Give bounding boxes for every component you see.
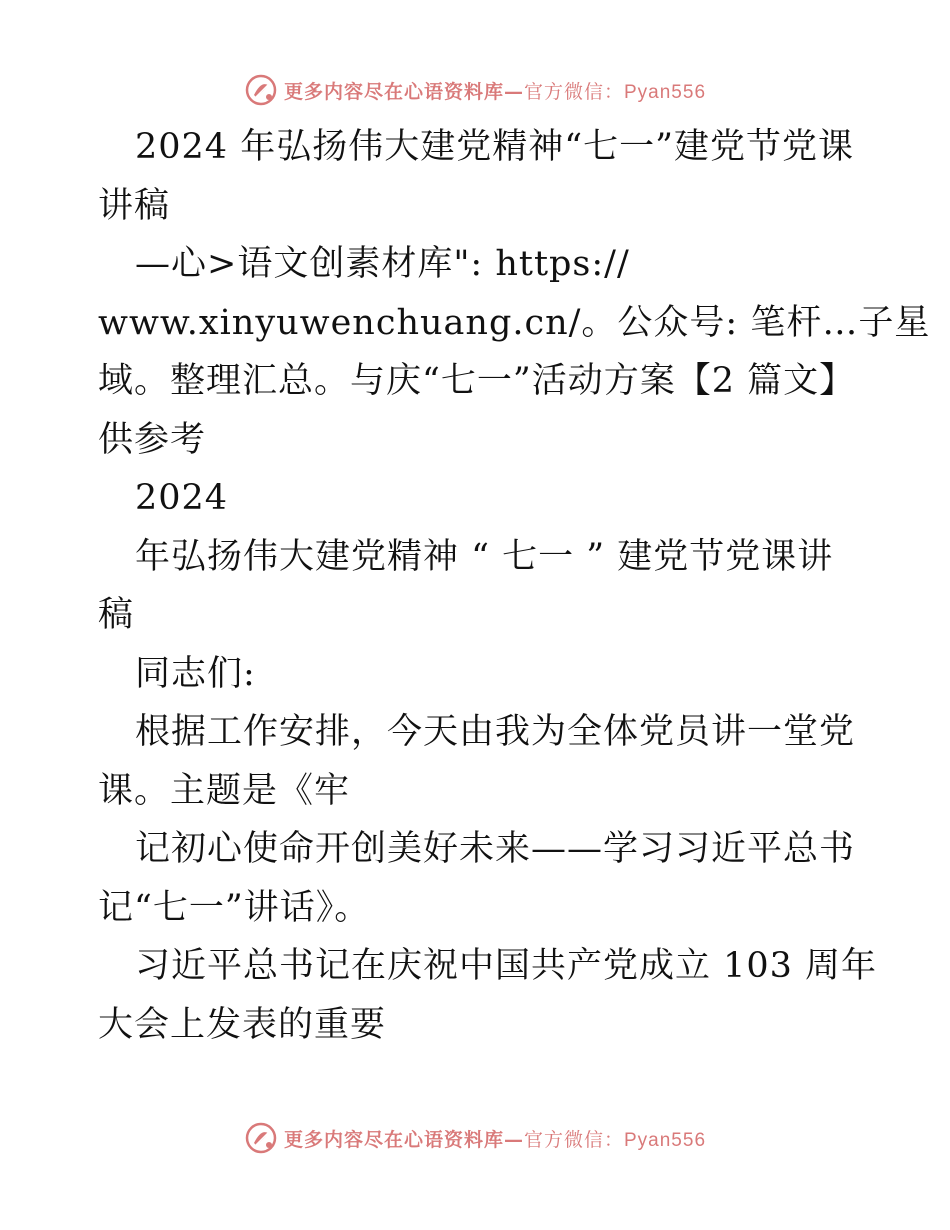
document-body — [98, 118, 931, 1054]
watermark-text — [284, 1125, 706, 1152]
footer-watermark-inner — [244, 1121, 706, 1155]
document-line: 稿 — [98, 595, 135, 635]
watermark-wechat: 官方微信：Pyan556 — [524, 81, 707, 103]
watermark-separator: — — [504, 80, 524, 103]
watermark-separator: — — [504, 1128, 524, 1151]
document-line: 2024 — [135, 478, 229, 518]
watermark-wechat: 官方微信：Pyan556 — [524, 1129, 707, 1151]
header-watermark-banner — [0, 70, 950, 110]
document-line: 供参考 — [98, 419, 207, 460]
document-line: 域。整理汇总。与庆“七一”活动方案【2 篇文】 — [98, 361, 856, 401]
footer-watermark-banner — [0, 1118, 950, 1158]
watermark-brand: 更多内容尽在心语资料库 — [283, 80, 504, 103]
document-line: 大会上发表的重要 — [98, 1004, 387, 1045]
document-line: 讲稿 — [98, 185, 171, 226]
document-line: 习近平总书记在庆祝中国共产党成立 103 周年 — [135, 946, 878, 986]
document-line: 2024 年弘扬伟大建党精神“七一”建党节党课 — [135, 127, 854, 167]
document-line: —心>语文创素材库": https:// — [135, 244, 630, 284]
watermark-text — [284, 77, 706, 104]
document-line: 课。主题是《牢 — [98, 770, 351, 811]
document-line: 根据工作安排，今天由我为全体党员讲一堂党 — [135, 712, 856, 752]
document-line: 同志们: — [135, 653, 256, 694]
brand-logo-icon — [244, 1121, 278, 1155]
document-line: 记“七一”讲话》。 — [98, 887, 371, 928]
document-line: 年弘扬伟大建党精神 “ 七一 ” 建党节党课讲 — [135, 536, 834, 577]
watermark-brand: 更多内容尽在心语资料库 — [283, 1128, 504, 1151]
document-line: www.xinyuwenchuang.cn/。公众号: 笔杆…子星 — [98, 302, 931, 343]
document-line: 记初心使命开创美好未来——学习习近平总书 — [135, 829, 856, 869]
brand-logo-icon — [244, 73, 278, 107]
header-watermark-inner — [244, 73, 706, 107]
